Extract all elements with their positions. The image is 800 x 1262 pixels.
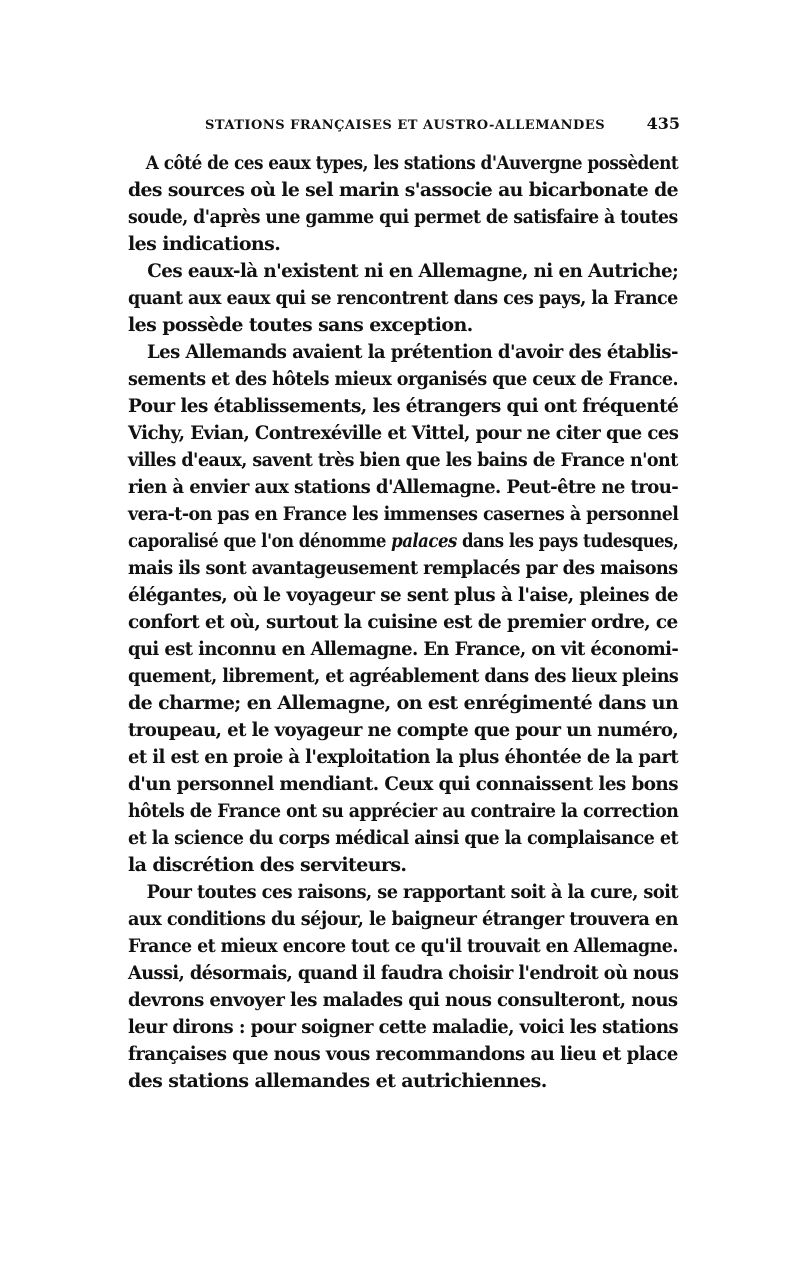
text-line: villes d'eaux, savent très bien que les bains de France n'ont (128, 449, 678, 471)
text-line: soude, d'après une gamme qui permet de satisfaire à toutes (128, 206, 678, 228)
text-line: des stations allemandes et autrichiennes. (128, 1070, 547, 1092)
text-line: d'un personnel mendiant. Ceux qui connaissent les bons (128, 773, 678, 795)
text-line: quement, librement, et agréablement dans des lieux pleins (128, 665, 679, 687)
text-line: Les Allemands avaient la prétention d'avoir des établis- (147, 341, 678, 363)
text-line: caporalisé que l'on dénomme palaces dans les pays tudesques, (128, 530, 679, 552)
text-line: Vichy, Evian, Contrexéville et Vittel, pour ne citer que ces (128, 422, 679, 444)
paragraph (128, 258, 678, 339)
text-line: Ces eaux-là n'existent ni en Allemagne, ni en Autriche; (147, 260, 679, 282)
text-line: et il est en proie à l'exploitation la plus éhontée de la part (128, 746, 679, 768)
text-line: quant aux eaux qui se rencontrent dans ces pays, la France (128, 287, 678, 309)
text-line: rien à envier aux stations d'Allemagne. Peut-être ne trou- (128, 476, 679, 498)
text-line: hôtels de France ont su apprécier au contraire la correction (128, 800, 679, 822)
text-line: la discrétion des serviteurs. (128, 854, 407, 876)
text-line: et la science du corps médical ainsi que la complaisance et (128, 827, 679, 849)
text-line: France et mieux encore tout ce qu'il trouvait en Allemagne. (128, 935, 678, 957)
text-line: vera-t-on pas en France les immenses casernes à personnel (128, 503, 679, 525)
text-line: élégantes, où le voyageur se sent plus à l'aise, pleines de (128, 584, 679, 606)
text-line: mais ils sont avantageusement remplacés par des maisons (128, 557, 678, 579)
text-line: de charme; en Allemagne, on est enrégimenté dans un (128, 692, 679, 714)
running-header (205, 114, 680, 142)
text-line: les indications. (128, 233, 281, 255)
text-line: devrons envoyer les malades qui nous consulteront, nous (128, 989, 678, 1011)
paragraph (128, 879, 678, 1095)
italic-word: palaces (391, 530, 457, 552)
text-line: A côté de ces eaux types, les stations d'Auvergne possèdent (145, 152, 679, 174)
page-number: 435 (646, 114, 680, 133)
text-line: françaises que nous vous recommandons au lieu et place (128, 1043, 678, 1065)
text-line: leur dirons : pour soigner cette maladie, voici les stations (128, 1016, 679, 1038)
text-line: Pour toutes ces raisons, se rapportant soit à la cure, soit (146, 881, 678, 903)
text-line: des sources où le sel marin s'associe au bicarbonate de (128, 179, 679, 201)
text-line: qui est inconnu en Allemagne. En France, on vit économi- (128, 638, 679, 660)
paragraph (128, 339, 678, 879)
paragraph (128, 150, 678, 258)
text-line: sements et des hôtels mieux organisés que ceux de France. (128, 368, 679, 390)
text-line: aux conditions du séjour, le baigneur étranger trouvera en (128, 908, 678, 930)
text-line: Pour les établissements, les étrangers qui ont fréquenté (128, 395, 679, 417)
body-text (128, 150, 678, 1095)
text-line: les possède toutes sans exception. (128, 314, 473, 336)
running-header-title: STATIONS FRANÇAISES ET AUSTRO-ALLEMANDES (205, 118, 606, 133)
text-line: troupeau, et le voyageur ne compte que pour un numéro, (128, 719, 679, 741)
text-line: confort et où, surtout la cuisine est de premier ordre, ce (128, 611, 678, 633)
text-line: Aussi, désormais, quand il faudra choisir l'endroit où nous (128, 962, 679, 984)
